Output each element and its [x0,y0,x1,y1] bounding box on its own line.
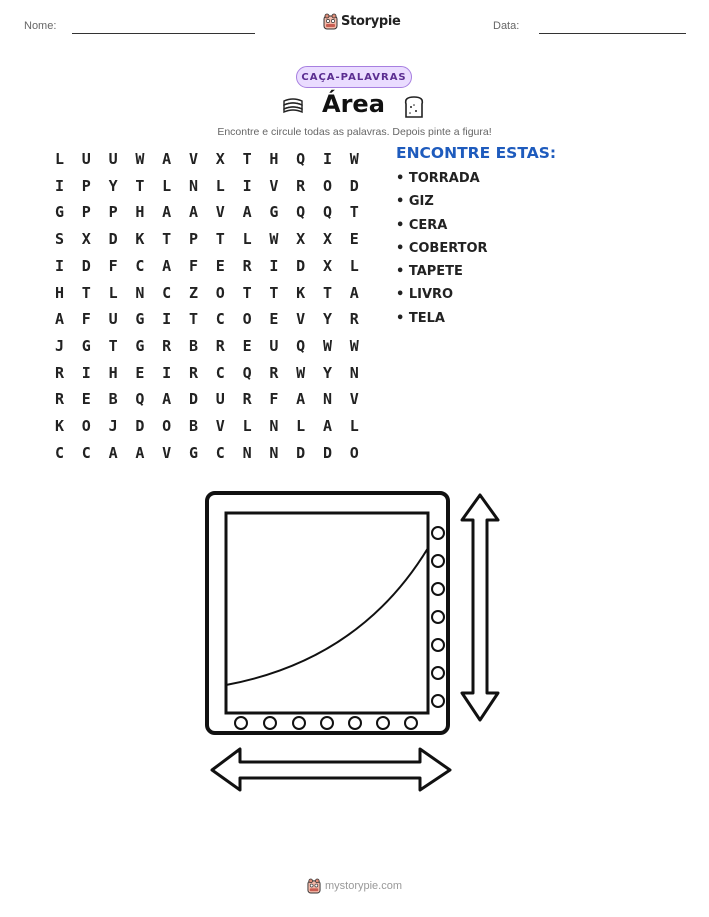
grid-cell[interactable]: D [188,390,199,409]
grid-cell[interactable]: B [188,417,199,435]
grid-cell[interactable]: O [242,310,252,329]
grid-cell[interactable]: Y [108,176,118,195]
grid-cell[interactable]: U [81,150,91,168]
grid-cell[interactable]: L [242,230,252,249]
grid-cell[interactable]: A [322,417,333,435]
grid-cell[interactable]: G [269,203,279,222]
word-item: • COBERTOR [396,240,488,256]
grid-cell[interactable]: W [269,230,279,249]
grid-cell[interactable]: A [349,283,359,302]
grid-cell[interactable]: R [162,336,172,355]
word-item: • GIZ [396,194,434,210]
category-badge: CAÇA-PALAVRAS [296,66,412,88]
date-field-line[interactable] [539,33,686,34]
word-item: • TORRADA [396,171,480,186]
grid-cell[interactable]: Q [242,363,252,382]
word-list [396,171,488,334]
grid-cell[interactable]: B [188,336,199,355]
grid-cell[interactable]: F [81,310,91,329]
word-item: • TELA [396,310,445,326]
storypie-mascot-icon [307,878,321,894]
word-item: • CERA [396,217,448,233]
grid-cell[interactable]: Y [322,310,333,329]
grid-cell[interactable]: A [108,443,118,462]
grid-cell[interactable]: R [269,363,279,382]
grid-cell[interactable]: G [135,310,145,329]
grid-cell[interactable]: E [215,256,225,275]
grid-cell[interactable]: V [349,390,359,409]
grid-cell[interactable]: W [296,363,306,382]
grid-cell[interactable]: R [188,363,199,382]
brand-name: Storypie [341,14,401,29]
toast-icon [401,94,427,120]
grid-cell[interactable]: R [296,176,306,195]
grid-cell[interactable]: V [296,310,306,329]
grid-cell[interactable]: C [81,443,91,462]
grid-cell[interactable]: C [135,256,145,275]
grid-cell[interactable]: Q [296,203,306,222]
grid-cell[interactable]: A [296,390,306,409]
grid-cell[interactable]: W [349,336,359,355]
grid-cell[interactable]: D [349,176,359,195]
grid-cell[interactable]: Q [322,203,333,222]
grid-cell[interactable]: A [54,310,65,329]
grid-cell[interactable]: I [269,256,279,275]
grid-cell[interactable]: B [108,390,118,409]
grid-cell[interactable]: U [215,390,225,409]
grid-cell[interactable]: L [54,150,65,168]
footer-link[interactable]: mystorypie.com [325,880,403,892]
grid-cell[interactable]: A [242,203,252,222]
grid-cell[interactable]: T [162,230,172,249]
grid-cell[interactable]: I [162,310,172,329]
grid-cell[interactable]: R [215,336,225,355]
grid-cell[interactable]: G [54,203,65,222]
grid-cell[interactable]: P [81,203,91,222]
grid-cell[interactable]: N [269,417,279,435]
grid-cell[interactable]: N [188,176,199,195]
grid-cell[interactable]: G [188,443,199,462]
grid-cell[interactable]: E [81,390,91,409]
grid-cell[interactable]: V [215,203,225,222]
grid-cell[interactable]: L [296,417,306,435]
grid-cell[interactable]: L [349,417,359,435]
date-label: Data: [493,20,520,32]
grid-cell[interactable]: T [108,336,118,355]
grid-cell[interactable]: D [81,256,91,275]
grid-cell[interactable]: L [162,176,172,195]
grid-cell[interactable]: E [242,336,252,355]
grid-cell[interactable]: U [269,336,279,355]
grid-cell[interactable]: G [135,336,145,355]
grid-cell[interactable]: T [349,203,359,222]
grid-cell[interactable]: D [296,443,306,462]
grid-cell[interactable]: I [162,363,172,382]
grid-cell[interactable]: D [296,256,306,275]
grid-cell[interactable]: T [242,283,252,302]
grid-cell[interactable]: N [322,390,333,409]
grid-cell[interactable]: X [322,256,333,275]
grid-cell[interactable]: U [108,310,118,329]
blanket-icon [281,96,305,116]
grid-cell[interactable]: A [135,443,145,462]
grid-cell[interactable]: H [54,283,65,302]
grid-cell[interactable]: Q [296,336,306,355]
grid-cell[interactable]: C [215,310,225,329]
grid-cell[interactable]: D [135,417,145,435]
grid-cell[interactable]: O [322,176,333,195]
grid-cell[interactable]: Z [188,283,199,302]
word-item: • LIVRO [396,287,454,303]
grid-cell[interactable]: X [296,230,306,249]
page-title: Área [322,90,385,118]
grid-cell[interactable]: H [135,203,145,222]
grid-cell[interactable]: T [188,310,199,329]
grid-cell[interactable]: X [322,230,333,249]
grid-cell[interactable]: A [188,203,199,222]
grid-cell[interactable]: Q [135,390,145,409]
grid-cell[interactable]: T [242,150,252,168]
grid-cell[interactable]: C [162,283,172,302]
grid-cell[interactable]: L [215,176,225,195]
grid-cell[interactable]: V [162,443,172,462]
grid-cell[interactable]: O [162,417,172,435]
grid-cell[interactable]: Q [296,150,306,168]
name-field-line[interactable] [72,33,255,34]
grid-cell[interactable]: H [269,150,279,168]
grid-cell[interactable]: U [108,150,118,168]
grid-cell[interactable]: N [269,443,279,462]
brand [323,13,401,30]
grid-cell[interactable]: G [81,336,91,355]
grid-cell[interactable]: W [322,336,333,355]
grid-cell[interactable]: A [162,390,172,409]
grid-cell[interactable]: C [54,443,65,462]
grid-cell[interactable]: W [135,150,145,168]
grid-cell[interactable]: V [215,417,225,435]
grid-cell[interactable]: N [242,443,252,462]
grid-cell[interactable]: L [108,283,118,302]
grid-cell[interactable]: I [81,363,91,382]
grid-cell[interactable]: O [81,417,91,435]
grid-cell[interactable]: T [269,283,279,302]
grid-cell[interactable]: L [349,256,359,275]
grid-cell[interactable]: Y [322,363,333,382]
grid-cell[interactable]: C [215,443,225,462]
grid-cell[interactable]: R [349,310,359,329]
grid-cell[interactable]: I [54,256,65,275]
grid-cell[interactable]: T [322,283,333,302]
grid-cell[interactable]: F [269,390,279,409]
grid-cell[interactable]: K [135,230,145,249]
grid-cell[interactable]: J [108,417,118,435]
grid-cell[interactable]: I [54,176,65,195]
instructions: Encontre e circule todas as palavras. Depois pinte a figura! [217,126,492,138]
grid-cell[interactable]: C [215,363,225,382]
grid-cell[interactable]: X [81,230,91,249]
footer [307,878,402,894]
grid-cell[interactable]: S [54,230,65,249]
grid-cell[interactable]: T [135,176,145,195]
grid-cell[interactable]: E [349,230,359,249]
grid-cell[interactable]: R [242,390,252,409]
framed-canvas-with-arrows-icon[interactable] [200,485,510,800]
grid-cell[interactable]: A [162,150,172,168]
grid-cell[interactable]: R [242,256,252,275]
grid-cell[interactable]: V [269,176,279,195]
grid-cell[interactable]: I [242,176,252,195]
grid-cell[interactable]: N [135,283,145,302]
storypie-mascot-icon [323,13,338,30]
grid-cell[interactable]: V [188,150,199,168]
grid-cell[interactable]: P [81,176,91,195]
grid-cell[interactable]: J [54,336,65,355]
grid-cell[interactable]: K [54,417,65,435]
name-label: Nome: [24,20,57,32]
grid-cell[interactable]: W [349,150,359,168]
grid-cell[interactable]: R [54,390,65,409]
grid-cell[interactable]: X [215,150,225,168]
grid-cell[interactable]: K [296,283,306,302]
grid-cell[interactable]: T [215,230,225,249]
word-item: • TAPETE [396,264,463,280]
grid-cell[interactable]: P [108,203,118,222]
grid-cell[interactable]: D [108,230,118,249]
grid-cell[interactable]: A [162,256,172,275]
grid-cell[interactable]: F [108,256,118,275]
grid-cell[interactable]: E [269,310,279,329]
grid-cell[interactable]: N [349,363,359,382]
grid-cell[interactable]: O [215,283,225,302]
grid-cell[interactable]: T [81,283,91,302]
grid-cell[interactable]: I [322,150,333,168]
grid-cell[interactable]: R [54,363,65,382]
grid-cell[interactable]: O [349,443,359,462]
find-title: ENCONTRE ESTAS: [396,144,557,162]
grid-cell[interactable]: H [108,363,118,382]
grid-cell[interactable]: F [188,256,199,275]
grid-cell[interactable]: D [322,443,333,462]
grid-cell[interactable]: A [162,203,172,222]
grid-cell[interactable]: P [188,230,199,249]
grid-cell[interactable]: E [135,363,145,382]
grid-cell[interactable]: L [242,417,252,435]
